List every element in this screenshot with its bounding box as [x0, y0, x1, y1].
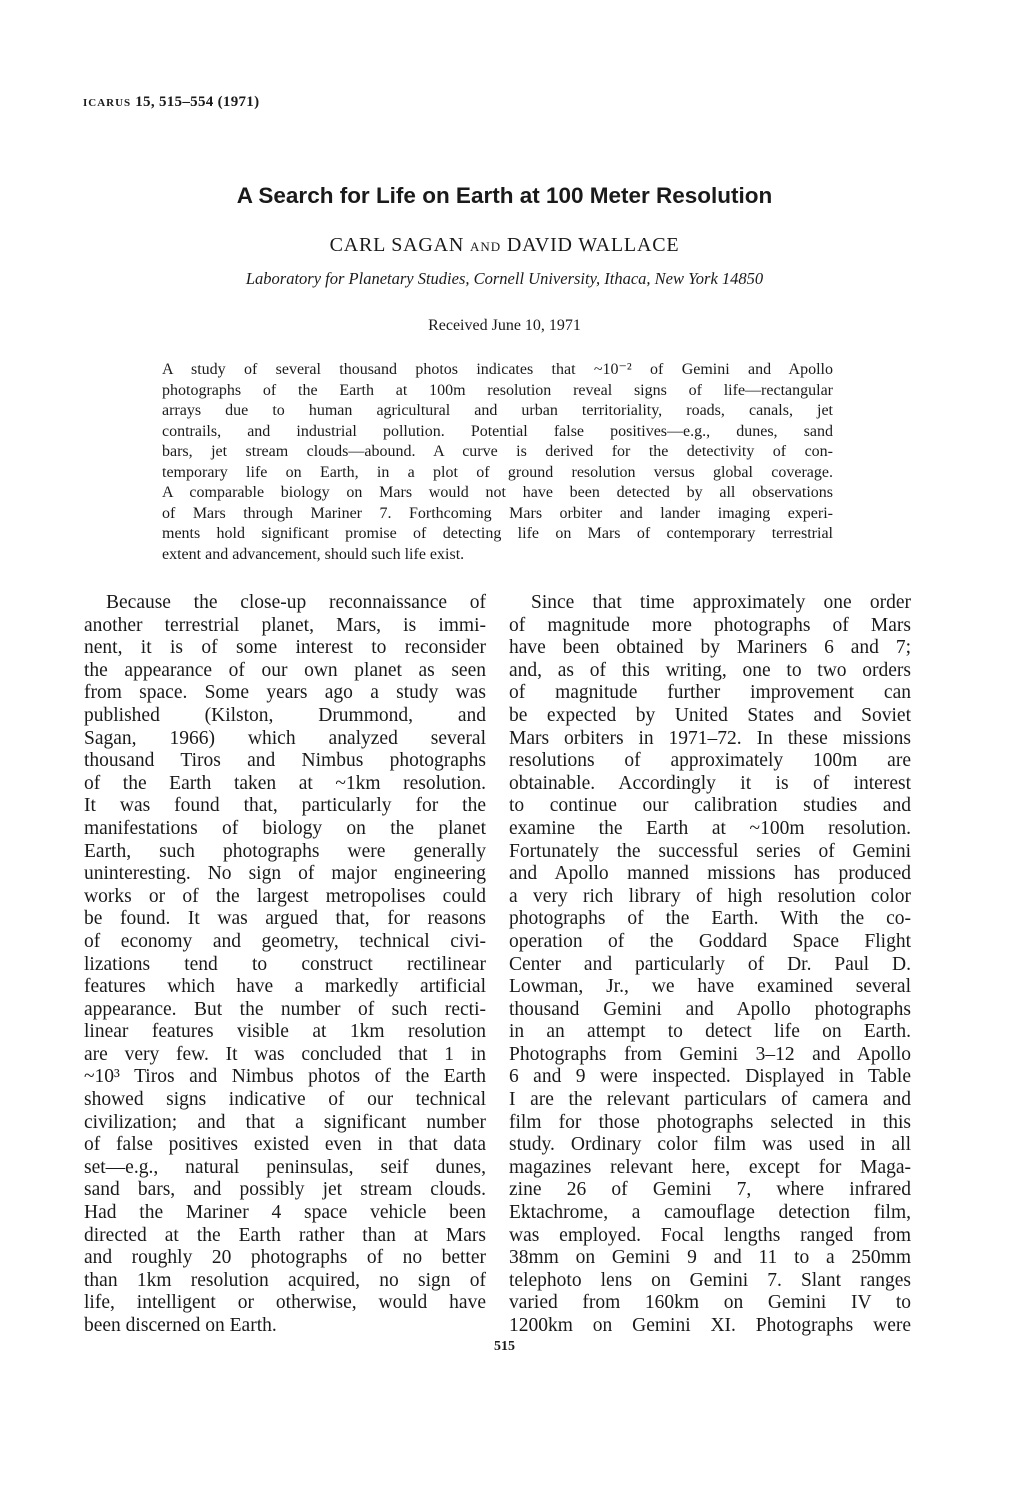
body-line: operation of the Goddard Space Flight — [509, 930, 911, 952]
body-line: It was found that, particularly for the — [84, 795, 486, 817]
abstract-line: contrails, and industrial pollution. Potential false positives—e.g., dunes, sand — [162, 422, 833, 440]
body-line: Photographs from Gemini 3–12 and Apollo — [509, 1043, 911, 1065]
body-line: be expected by United States and Soviet — [509, 704, 911, 726]
journal-details: 15, 515–554 (1971) — [135, 94, 260, 110]
abstract-line: bars, jet stream clouds—abound. A curve is derived for the detectivity of con- — [162, 443, 833, 460]
abstract-line: A comparable biology on Mars would not have been detected by all observations — [162, 484, 833, 501]
received-date: Received June 10, 1971 — [428, 317, 581, 334]
abstract-line: arrays due to human agricultural and urban territoriality, roads, canals, jet — [162, 402, 833, 419]
body-line: zine 26 of Gemini 7, where infrared — [509, 1179, 911, 1201]
body-line: magazines relevant here, except for Maga- — [509, 1156, 911, 1178]
abstract-line: A study of several thousand photos indicates that ~10⁻² of Gemini and Apollo — [162, 361, 833, 378]
abstract-line: temporary life on Earth, in a plot of ground resolution versus global coverage. — [162, 463, 833, 481]
body-line: resolutions of approximately 100m are — [509, 750, 911, 772]
body-line: obtainable. Accordingly it is of interest — [509, 772, 911, 794]
body-line: film for those photographs selected in this — [509, 1111, 911, 1133]
body-line: are very few. It was concluded that 1 in — [84, 1043, 486, 1065]
body-line: appearance. But the number of such recti- — [84, 998, 486, 1020]
body-line: Because the close-up reconnaissance of — [106, 592, 486, 613]
body-line: Fortunately the successful series of Gemini — [509, 840, 911, 862]
body-line: and, as of this writing, one to two orders — [509, 659, 911, 681]
body-line: and Apollo manned missions has produced — [509, 863, 911, 885]
body-line: of magnitude further improvement can — [509, 682, 911, 704]
body-line: a very rich library of high resolution color — [509, 885, 911, 907]
body-line: uninteresting. No sign of major engineering — [84, 863, 486, 885]
body-line: be found. It was argued that, for reasons — [84, 908, 486, 930]
body-line: of false positives existed even in that data — [84, 1134, 486, 1156]
body-line: Sagan, 1966) which analyzed several — [84, 727, 486, 749]
body-line: directed at the Earth rather than at Mars — [84, 1224, 486, 1246]
body-line: civilization; and that a significant number — [84, 1111, 486, 1133]
body-line: Ektachrome, a camouflage detection film, — [509, 1202, 911, 1224]
body-line: of magnitude more photographs of Mars — [509, 614, 911, 636]
abstract-line: of Mars through Mariner 7. Forthcoming Mars orbiter and lander imaging experi- — [162, 504, 833, 522]
body-line: of economy and geometry, technical civi- — [84, 930, 486, 952]
body-line: the appearance of our own planet as seen — [84, 659, 486, 681]
body-line: Center and particularly of Dr. Paul D. — [509, 953, 911, 975]
body-line: features which have a markedly artificial — [84, 976, 486, 998]
body-line: nent, it is of some interest to reconsider — [84, 637, 486, 659]
article-title: A Search for Life on Earth at 100 Meter Resolution — [236, 183, 773, 208]
abstract-line: photographs of the Earth at 100m resolution reveal signs of life—rectangular — [162, 381, 833, 399]
body-line: varied from 160km on Gemini IV to — [509, 1292, 911, 1314]
body-line: 38mm on Gemini 9 and 11 to a 250mm — [509, 1247, 911, 1269]
body-line: in an attempt to detect life on Earth. — [509, 1021, 911, 1043]
body-line: Since that time approximately one order — [531, 592, 911, 613]
body-line: showed signs indicative of our technical — [84, 1089, 486, 1111]
body-line: sand bars, and possibly jet stream clouds. — [84, 1179, 486, 1201]
author-first: CARL SAGAN — [329, 234, 465, 256]
body-line: Had the Mariner 4 space vehicle been — [84, 1202, 486, 1224]
body-line: and roughly 20 photographs of no better — [84, 1247, 486, 1269]
body-column-left — [84, 592, 486, 1338]
body-line: photographs of the Earth. With the co- — [509, 908, 911, 930]
body-line: Mars orbiters in 1971–72. In these missions — [509, 727, 911, 749]
author-second: DAVID WALLACE — [506, 234, 680, 256]
body-line: thousand Gemini and Apollo photographs — [509, 998, 911, 1020]
body-line: telephoto lens on Gemini 7. Slant ranges — [509, 1269, 911, 1291]
author-conjunction: AND — [469, 239, 502, 254]
body-line: manifestations of biology on the planet — [84, 817, 486, 839]
page-number: 515 — [494, 1339, 515, 1354]
body-line: of the Earth taken at ~1km resolution. — [84, 772, 486, 794]
abstract-line: ments hold significant promise of detecting life on Mars of contemporary terrestrial — [162, 525, 833, 542]
body-line: ~10³ Tiros and Nimbus photos of the Earth — [84, 1066, 486, 1088]
body-line: another terrestrial planet, Mars, is immi- — [84, 614, 486, 636]
author-line — [0, 234, 1009, 257]
body-line: Earth, such photographs were generally — [84, 840, 486, 862]
journal-reference — [83, 94, 259, 111]
abstract-line: extent and advancement, should such life exist. — [162, 545, 465, 563]
body-line: than 1km resolution acquired, no sign of — [84, 1269, 486, 1291]
body-line: 1200km on Gemini XI. Photographs were — [509, 1315, 911, 1336]
body-line: been discerned on Earth. — [84, 1315, 277, 1336]
body-line: from space. Some years ago a study was — [84, 682, 486, 704]
journal-name: ICARUS — [83, 97, 132, 109]
body-line: I are the relevant particulars of camera and — [509, 1089, 911, 1111]
body-line: was employed. Focal lengths ranged from — [509, 1224, 911, 1246]
body-line: lizations tend to construct rectilinear — [84, 953, 486, 975]
body-line: life, intelligent or otherwise, would have — [84, 1292, 486, 1314]
affiliation: Laboratory for Planetary Studies, Cornell University, Ithaca, New York 14850 — [245, 269, 764, 288]
body-line: 6 and 9 were inspected. Displayed in Table — [509, 1066, 911, 1088]
body-line: works or of the largest metropolises could — [84, 885, 486, 907]
body-line: published (Kilston, Drummond, and — [84, 704, 486, 726]
body-line: have been obtained by Mariners 6 and 7; — [509, 637, 911, 659]
body-line: thousand Tiros and Nimbus photographs — [84, 750, 486, 772]
body-line: Lowman, Jr., we have examined several — [509, 976, 911, 998]
abstract — [162, 360, 833, 565]
body-line: set—e.g., natural peninsulas, seif dunes, — [84, 1156, 486, 1178]
body-line: linear features visible at 1km resolution — [84, 1021, 486, 1043]
body-line: study. Ordinary color film was used in all — [509, 1134, 911, 1156]
body-line: examine the Earth at ~100m resolution. — [509, 817, 911, 839]
body-line: to continue our calibration studies and — [509, 795, 911, 817]
body-column-right — [509, 592, 911, 1338]
